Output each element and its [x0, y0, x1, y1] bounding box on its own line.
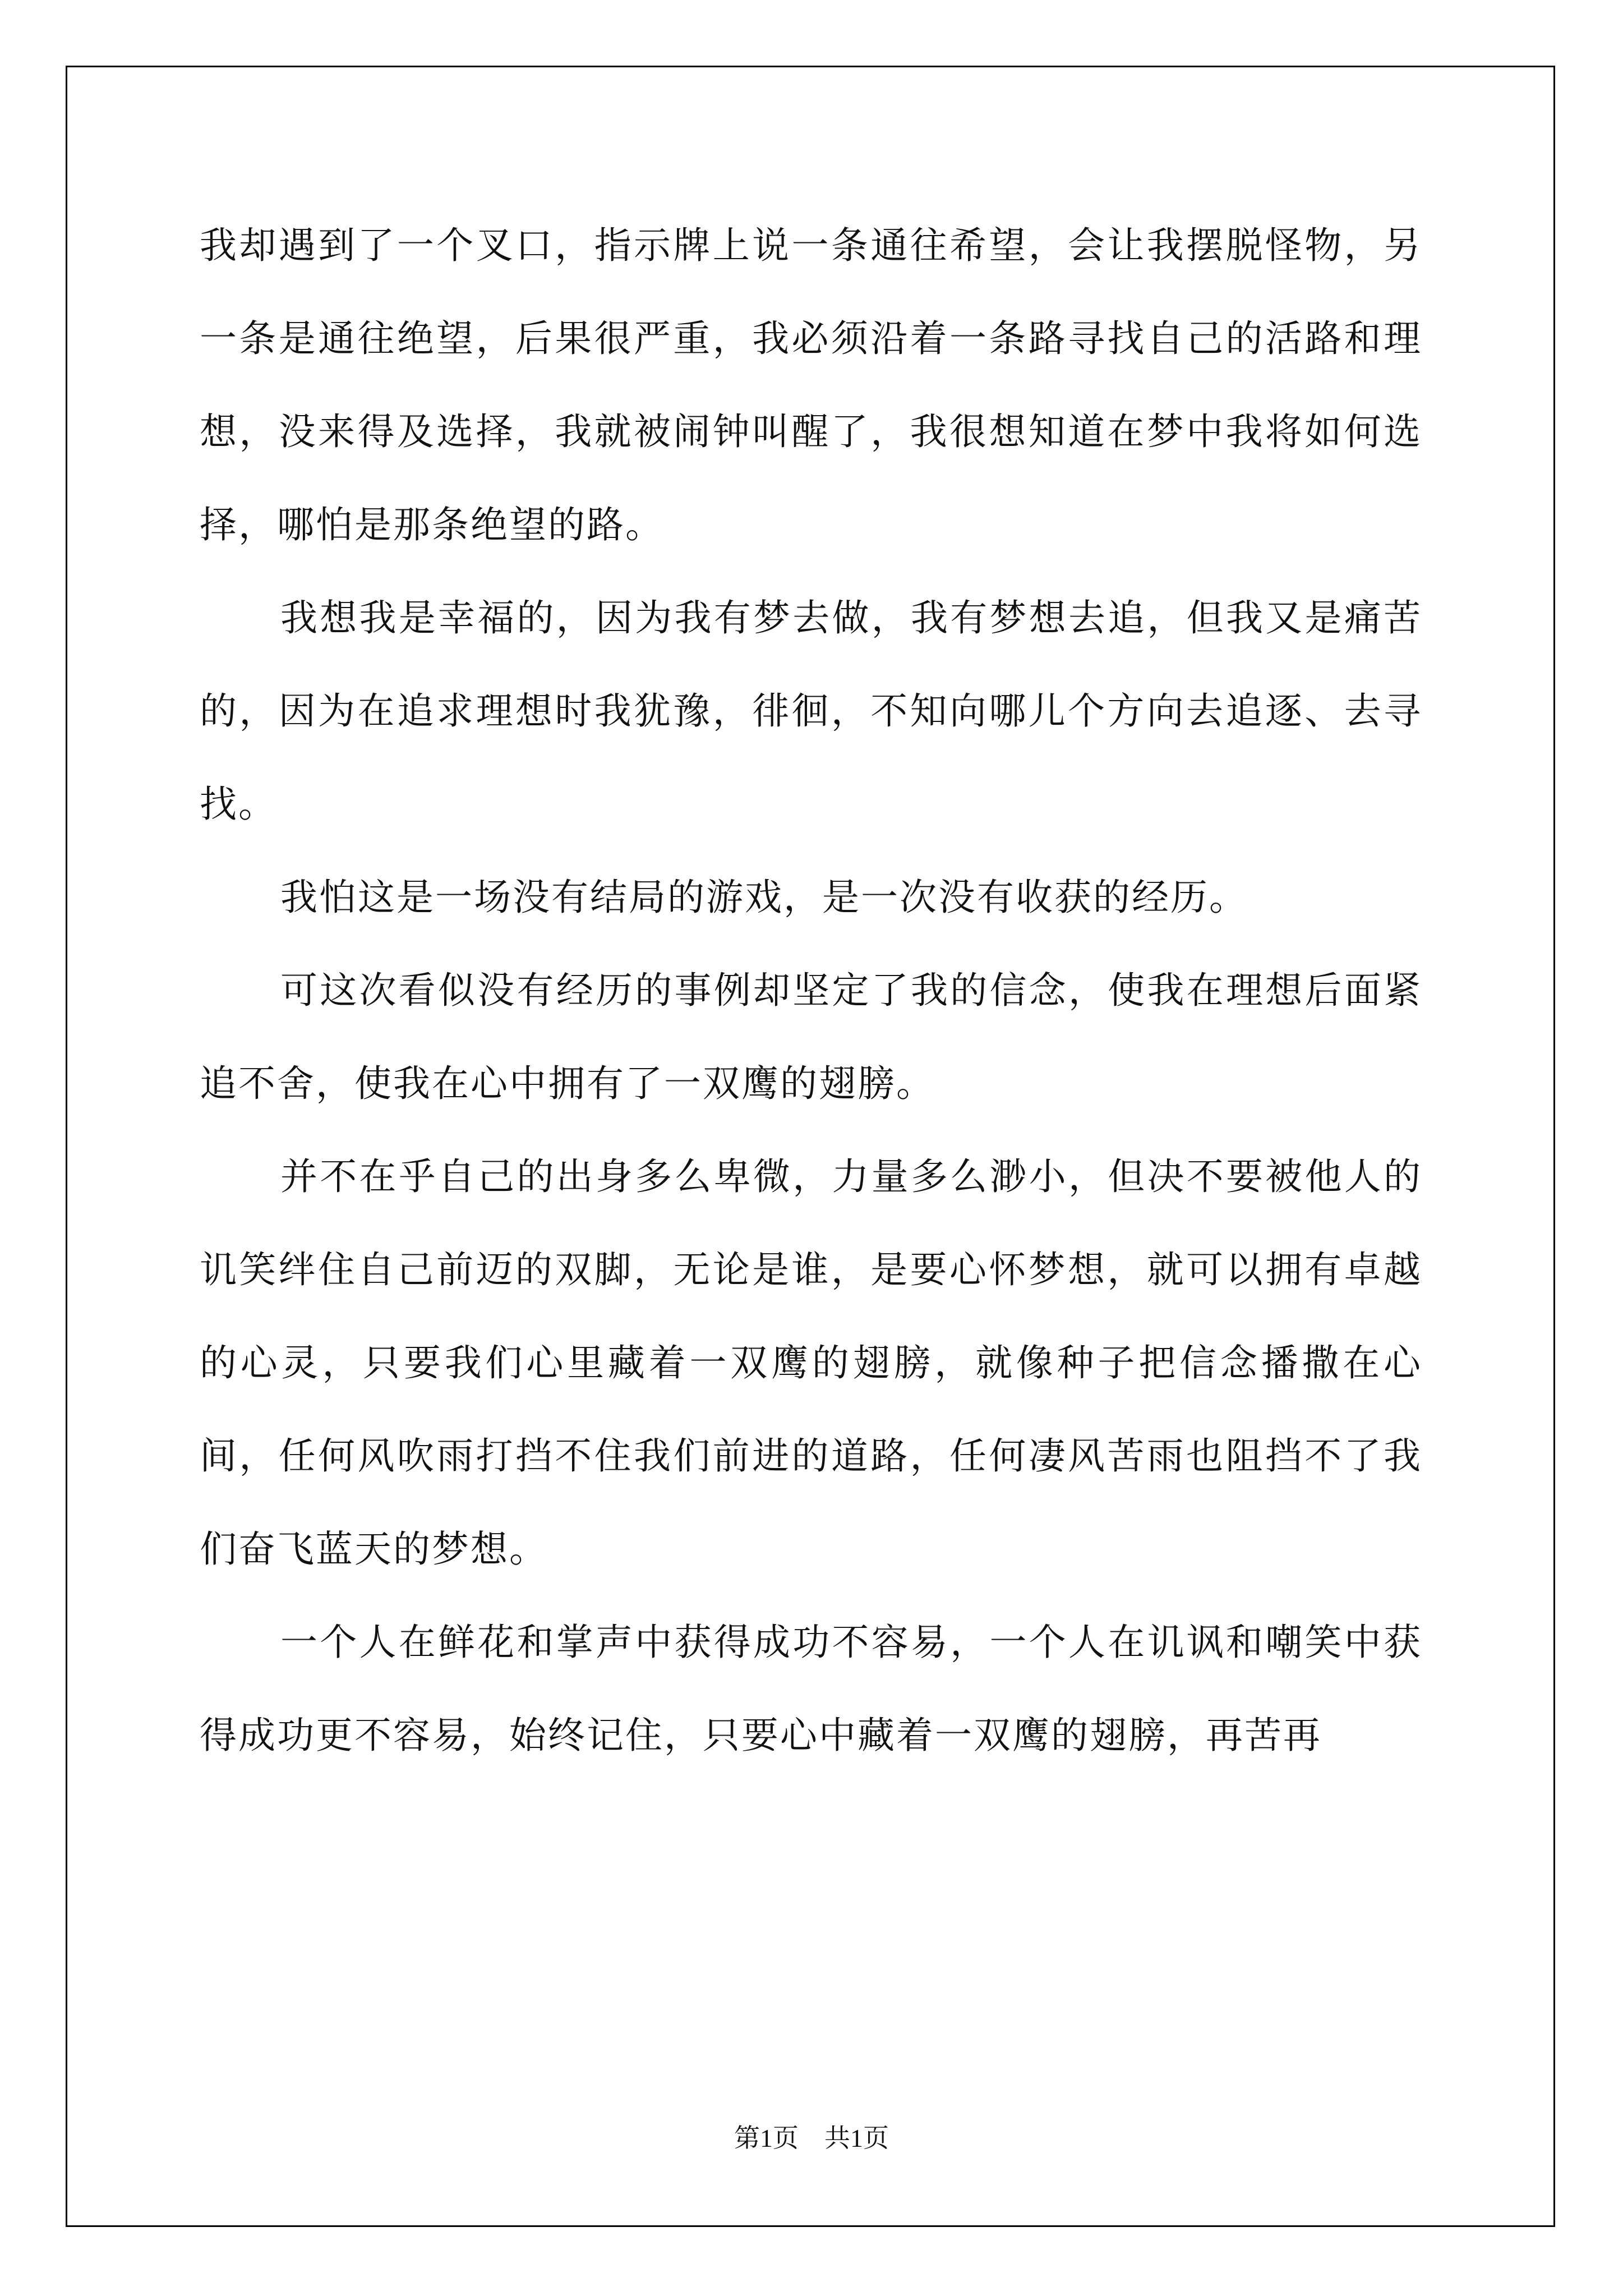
page-footer [0, 2123, 1623, 2154]
paragraph-6: 一个人在鲜花和掌声中获得成功不容易，一个人在讥讽和嘲笑中获得成功更不容易，始终记住，只要心中藏着一双鹰的翅膀，再苦再 [200, 1621, 1422, 1757]
paragraph-3: 我怕这是一场没有结局的游戏，是一次没有收获的经历。 [280, 876, 1248, 919]
paragraph-2: 我想我是幸福的，因为我有梦去做，我有梦想去追，但我又是痛苦的，因为在追求理想时我犹豫，徘徊，不知向哪儿个方向去追逐、去寻找。 [200, 596, 1422, 826]
paragraph-4: 可这次看似没有经历的事例却坚定了我的信念，使我在理想后面紧追不舍，使我在心中拥有了一双鹰的翅膀。 [200, 969, 1422, 1105]
page-number: 第1页 [734, 2124, 799, 2152]
paragraph-1: 我却遇到了一个叉口，指示牌上说一条通往希望，会让我摆脱怪物，另一条是通往绝望，后果很严重，我必须沿着一条路寻找自己的活路和理想，没来得及选择，我就被闹钟叫醒了，我很想知道在梦中我将如何选择，哪怕是那条绝望的路。 [200, 224, 1422, 546]
document-body [200, 199, 1422, 1782]
paragraph-5: 并不在乎自己的出身多么卑微，力量多么渺小，但决不要被他人的讥笑绊住自己前迈的双脚，无论是谁，是要心怀梦想，就可以拥有卓越的心灵，只要我们心里藏着一双鹰的翅膀，就像种子把信念播撒在心间，任何风吹雨打挡不住我们前进的道路，任何凄风苦雨也阻挡不了我们奋飞蓝天的梦想。 [200, 1155, 1422, 1571]
page-total: 共1页 [824, 2124, 889, 2152]
